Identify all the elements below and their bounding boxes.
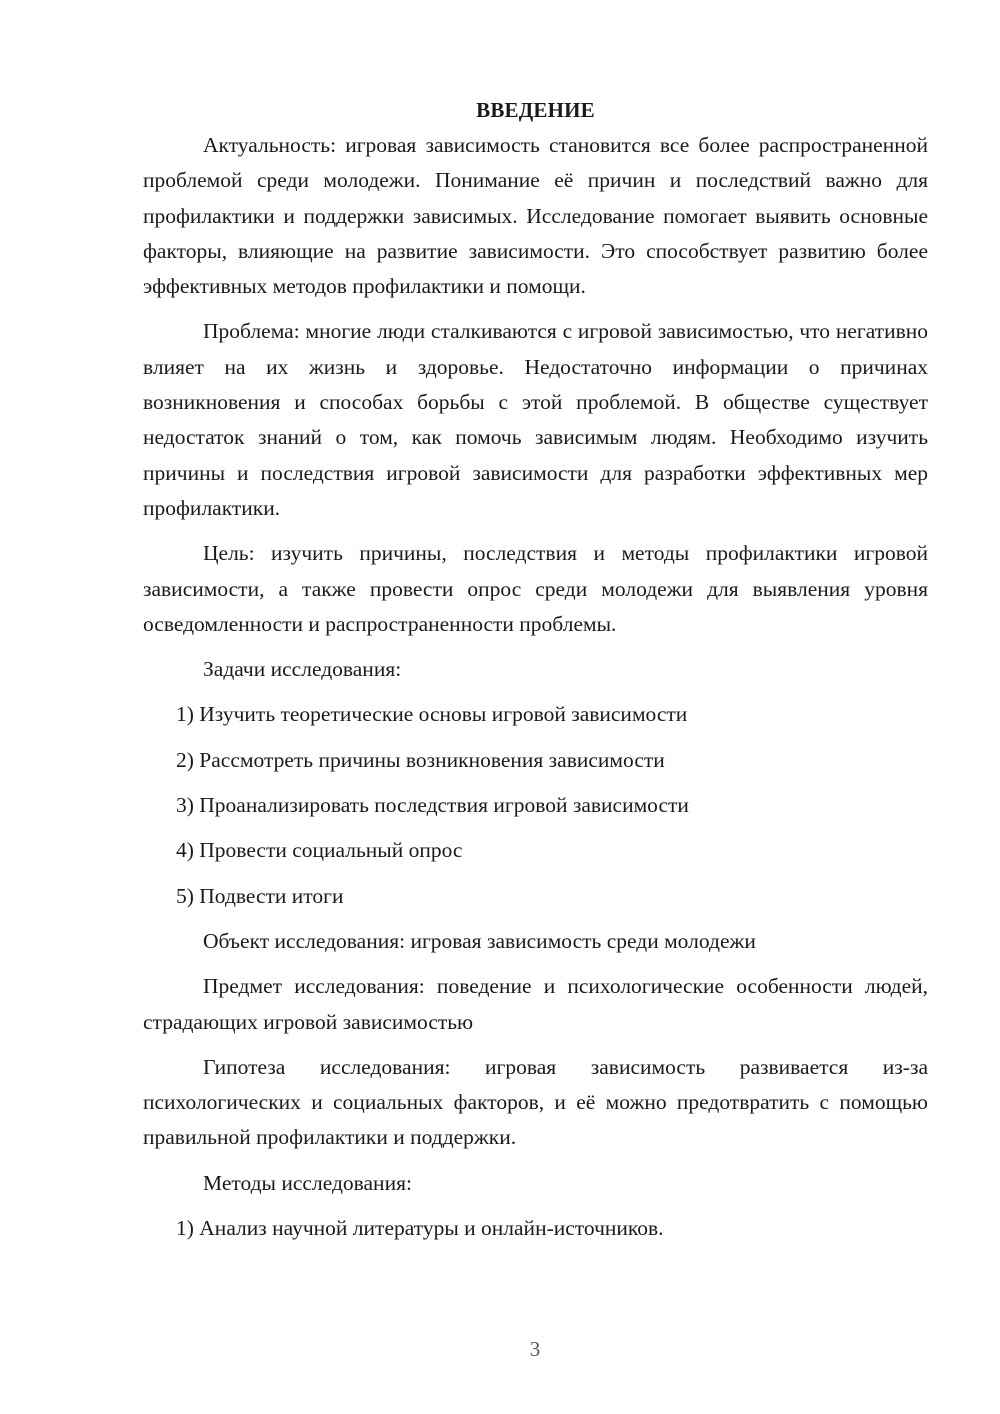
task-item: 4) Провести социальный опрос [176,838,463,863]
task-item: 1) Изучить теоретические основы игровой зависимости [176,702,688,727]
object-line: Объект исследования: игровая зависимость среди молодежи [203,928,756,953]
methods-heading: Методы исследования: [203,1170,412,1195]
tasks-heading: Задачи исследования: [203,657,402,682]
task-item: 5) Подвести итоги [176,883,344,908]
method-item: 1) Анализ научной литературы и онлайн-источников. [176,1216,664,1241]
document-page [143,93,928,1256]
task-item: 2) Рассмотреть причины возникновения зависимости [176,747,665,772]
goal-paragraph: Цель: изучить причины, последствия и методы профилактики игровой зависимости, а также провести опрос среди молодежи для выявления уровня осведомленности и распространенности проблемы. [143,541,928,636]
subject-paragraph: Предмет исследования: поведение и психологические особенности людей, страдающих игровой зависимостью [143,974,928,1034]
page-number: 3 [529,1337,541,1361]
task-item: 3) Проанализировать последствия игровой зависимости [176,793,689,818]
hypothesis-paragraph: Гипотеза исследования: игровая зависимость развивается из-за психологических и социальных факторов, и её можно предотвратить с помощью правильной профилактики и поддержки. [143,1054,928,1150]
relevance-paragraph: Актуальность: игровая зависимость становится все более распространенной проблемой среди молодежи. Понимание её причин и последствий важно для профилактики и поддержки зависимых. Исследование помогает выявить основные факторы, влияющие на развитие зависимости. Это способствует развитию более эффективных методов профилактики и помощи. [143,133,928,299]
document-title: ВВЕДЕНИЕ [476,98,595,122]
problem-paragraph: Проблема: многие люди сталкиваются с игровой зависимостью, что негативно влияет на их жизнь и здоровье. Недостаточно информации о причинах возникновения и способах борьбы с этой проблемой. В обществе существует недостаток знаний о том, как помочь зависимым людям. Необходимо изучить причины и последствия игровой зависимости для разработки эффективных мер профилактики. [143,319,928,520]
